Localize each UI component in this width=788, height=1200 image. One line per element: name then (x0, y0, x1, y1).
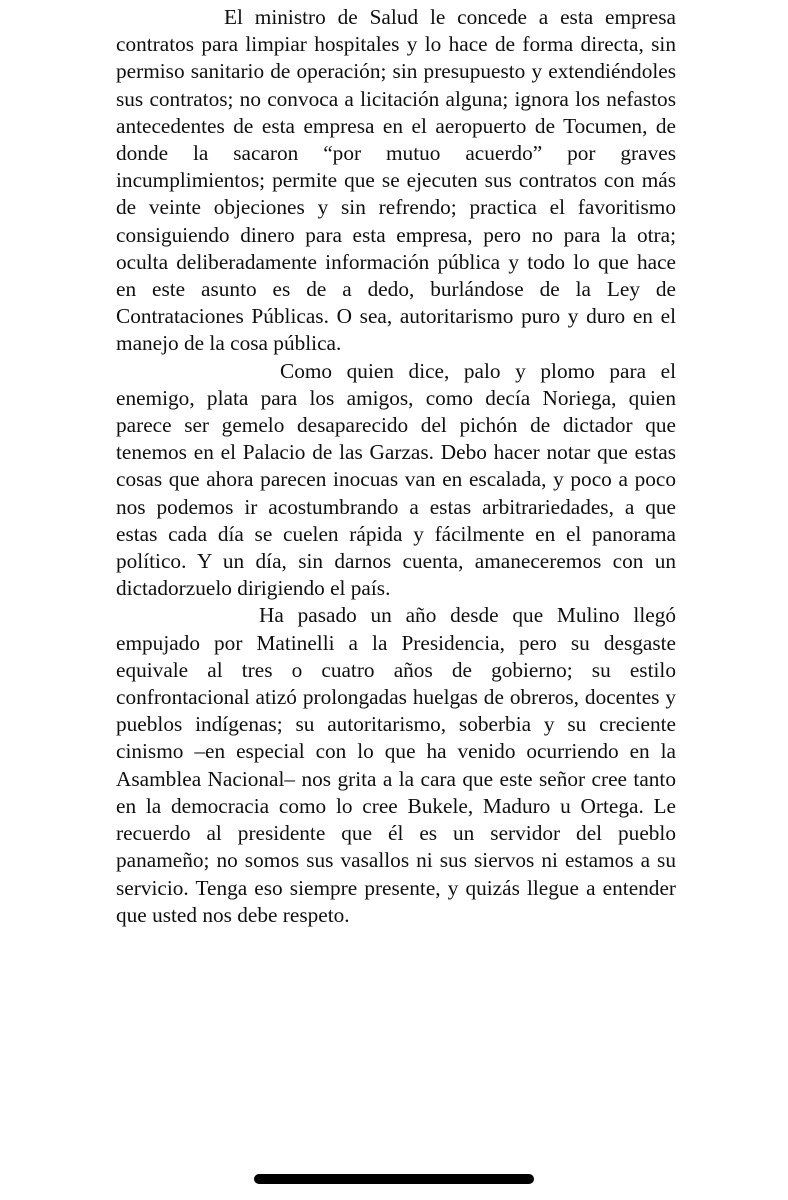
paragraph-1: El ministro de Salud le concede a esta empresa contratos para limpiar hospitales y lo hace de forma directa, sin permiso sanitario de operación; sin presupuesto y extendiéndoles sus contratos; no convoca a licitación alguna; ignora los nefastos antecedentes de esta empresa en el aeropuerto de Tocumen, de donde la sacaron “por mutuo acuerdo” por graves incumplimientos; permite que se ejecuten sus contratos con más de veinte objeciones y sin refrendo; practica el favoritismo consiguiendo dinero para esta empresa, pero no para la otra; oculta deliberadamente información pública y todo lo que hace en este asunto es de a dedo, burlándose de la Ley de Contrataciones Públicas. O sea, autoritarismo puro y duro en el manejo de la cosa pública. (116, 5, 676, 356)
article-text (116, 4, 676, 929)
home-indicator-bar[interactable] (254, 1174, 534, 1184)
paragraph-3: Ha pasado un año desde que Mulino llegó empujado por Matinelli a la Presidencia, pero su desgaste equivale al tres o cuatro años de gobierno; su estilo confrontacional atizó prolongadas huelgas de obreros, docentes y pueblos indígenas; su autoritarismo, soberbia y su creciente cinismo –en especial con lo que ha venido ocurriendo en la Asamblea Nacional– nos grita a la cara que este señor cree tanto en la democracia como lo cree Bukele, Maduro u Ortega. Le recuerdo al presidente que él es un servidor del pueblo panameño; no somos sus vasallos ni sus siervos ni estamos a su servicio. Tenga eso siempre presente, y quizás llegue a entender que usted nos debe respeto. (116, 603, 676, 927)
paragraph-2: Como quien dice, palo y plomo para el enemigo, plata para los amigos, como decía Noriega, quien parece ser gemelo desaparecido del pichón de dictador que tenemos en el Palacio de las Garzas. Debo hacer notar que estas cosas que ahora parecen inocuas van en escalada, y poco a poco nos podemos ir acostumbrando a estas arbitrariedades, a que estas cada día se cuelen rápida y fácilmente en el panorama político. Y un día, sin darnos cuenta, amaneceremos con un dictadorzuelo dirigiendo el país. (116, 358, 676, 601)
